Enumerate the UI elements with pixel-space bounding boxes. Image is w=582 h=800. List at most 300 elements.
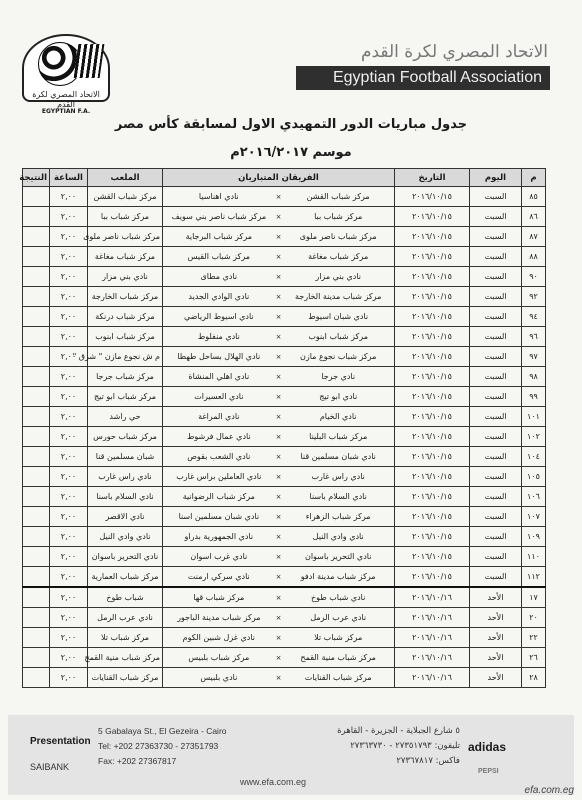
home-team: مركز شباب ابنوب [308, 332, 368, 341]
table-row [23, 207, 546, 227]
match-result [23, 387, 50, 407]
match-time: ٢,٠٠ [50, 407, 88, 427]
address-en [98, 724, 227, 769]
table-row [23, 648, 546, 668]
away-team: نادي غرب اسوان [190, 552, 248, 561]
versus-icon: × [275, 352, 282, 361]
match-result [23, 187, 50, 207]
away-team: مركز شباب بلبيس [188, 653, 250, 662]
table-row [23, 427, 546, 447]
tel-line-ar: تليفون: ٢٧٣٥١٧٩٣ - ٢٧٣٦٣٧٣٠ [350, 741, 460, 751]
match-result [23, 427, 50, 447]
match-date: ٢٠١٦/١٠/١٦ [395, 628, 470, 648]
match-time: ٢,٠٠ [50, 628, 88, 648]
match-venue: نادي وادي النيل [88, 527, 163, 547]
table-header-row [23, 169, 546, 187]
match-result [23, 327, 50, 347]
match-time: ٢,٠٠ [50, 567, 88, 588]
match-result [23, 567, 50, 588]
teams-cell [163, 487, 395, 507]
match-number: ٢٨ [522, 668, 546, 688]
versus-icon: × [275, 312, 282, 321]
match-result [23, 648, 50, 668]
col-header-result: النتيجة [23, 169, 50, 187]
home-team: مركز شباب القشن [306, 192, 370, 201]
versus-icon: × [275, 512, 282, 521]
table-row [23, 587, 546, 608]
match-time: ٢,٠٠ [50, 447, 88, 467]
match-time: ٢,٠٠ [50, 287, 88, 307]
home-team: مركز شباب القنايات [304, 673, 372, 682]
match-day: السبت [470, 447, 522, 467]
match-date: ٢٠١٦/١٠/١٥ [395, 247, 470, 267]
match-time: ٢,٠٠ [50, 387, 88, 407]
pepsi-logo: PEPSI [478, 768, 499, 775]
match-schedule-table [19, 168, 546, 688]
home-team: نادي راس غارب [311, 472, 365, 481]
address-ar [290, 724, 460, 769]
versus-icon: × [275, 572, 282, 581]
table-row [23, 387, 546, 407]
match-day: الأحد [470, 587, 522, 608]
match-time: ٢,٠٠ [50, 347, 88, 367]
match-number: ٩٤ [522, 307, 546, 327]
website-link[interactable]: www.efa.com.eg [240, 777, 307, 787]
home-team: مركز شباب تلا [314, 633, 363, 642]
match-date: ٢٠١٦/١٠/١٥ [395, 307, 470, 327]
match-result [23, 287, 50, 307]
match-result [23, 447, 50, 467]
match-date: ٢٠١٦/١٠/١٥ [395, 527, 470, 547]
teams-cell [163, 187, 395, 207]
away-team: نادي شبان مسلمين اسنا [178, 512, 260, 521]
page-title: جدول مباريات الدور التمهيدي الاول لمسابقة كأس مصر [114, 117, 468, 132]
away-team: نادي اهلي المنشاة [188, 372, 250, 381]
match-time: ٢,٠٠ [50, 467, 88, 487]
match-venue: مركز شباب تلا [88, 628, 163, 648]
versus-icon: × [275, 232, 282, 241]
match-venue: مركز شباب القشن [88, 187, 163, 207]
org-name-ar: الاتحاد المصري لكرة القدم [360, 42, 548, 62]
match-time: ٢,٠٠ [50, 648, 88, 668]
teams-cell [163, 567, 395, 588]
table-row [23, 628, 546, 648]
match-venue: نادي التحرير باسوان [88, 547, 163, 567]
teams-cell [163, 407, 395, 427]
home-team: مركز شباب ببا [314, 212, 363, 221]
table-row [23, 187, 546, 207]
match-date: ٢٠١٦/١٠/١٥ [395, 547, 470, 567]
tel-line: Tel: +202 27363730 - 27351793 [98, 741, 219, 751]
fax-line: Fax: +202 27367817 [98, 756, 177, 766]
home-team: مركز شباب مدينة ادفو [300, 572, 376, 581]
match-number: ١٠٩ [522, 527, 546, 547]
versus-icon: × [275, 252, 282, 261]
match-number: ٨٧ [522, 227, 546, 247]
versus-icon: × [275, 212, 282, 221]
match-day: السبت [470, 467, 522, 487]
match-time: ٢,٠٠ [50, 427, 88, 447]
match-venue: م ش نجوع مازن " شرق " [88, 347, 163, 367]
away-team: مركز شباب قها [193, 593, 245, 602]
table-row [23, 507, 546, 527]
versus-icon: × [275, 192, 282, 201]
versus-icon: × [275, 492, 282, 501]
table-row [23, 247, 546, 267]
match-venue: مركز شباب منية القمح [88, 648, 163, 668]
home-team: مركز شباب الزهراء [305, 512, 371, 521]
match-day: السبت [470, 367, 522, 387]
match-number: ٢٢ [522, 628, 546, 648]
match-number: ١٠٦ [522, 487, 546, 507]
match-time: ٢,٠٠ [50, 307, 88, 327]
match-number: ٢٦ [522, 648, 546, 668]
flag-icon [74, 44, 105, 78]
versus-icon: × [275, 412, 282, 421]
home-team: نادي عرب الرمل [310, 613, 367, 622]
match-number: ١٧ [522, 587, 546, 608]
match-day: السبت [470, 207, 522, 227]
versus-icon: × [275, 552, 282, 561]
versus-icon: × [275, 613, 282, 622]
address-line-ar: ٥ شارع الجبلاية - الجزيرة - القاهرة [337, 726, 460, 736]
teams-cell [163, 507, 395, 527]
match-day: السبت [470, 307, 522, 327]
match-venue: شباب طوخ [88, 587, 163, 608]
match-day: السبت [470, 327, 522, 347]
match-venue: مركز شباب ببا [88, 207, 163, 227]
teams-cell [163, 648, 395, 668]
teams-cell [163, 227, 395, 247]
away-team: نادي الجمهورية بدراو [184, 532, 254, 541]
match-venue: شبان مسلمين قنا [88, 447, 163, 467]
table-row [23, 227, 546, 247]
match-day: الأحد [470, 648, 522, 668]
col-header-day: اليوم [470, 169, 522, 187]
table-row [23, 467, 546, 487]
match-venue: مركز شباب ابنوب [88, 327, 163, 347]
away-team: مركز شباب مدينة الباجور [177, 613, 261, 622]
match-date: ٢٠١٦/١٠/١٦ [395, 608, 470, 628]
match-number: ٩٨ [522, 367, 546, 387]
match-day: السبت [470, 427, 522, 447]
versus-icon: × [275, 452, 282, 461]
table-row [23, 527, 546, 547]
col-header-teams: الفريقان المتباريان [163, 169, 395, 187]
match-result [23, 347, 50, 367]
match-number: ٩٩ [522, 387, 546, 407]
match-time: ٢,٠٠ [50, 507, 88, 527]
match-venue: مركز شباب جرجا [88, 367, 163, 387]
match-venue: حي راشد [88, 407, 163, 427]
versus-icon: × [275, 532, 282, 541]
address-line: 5 Gabalaya St., El Gezeira - Cairo [98, 726, 227, 736]
match-date: ٢٠١٦/١٠/١٥ [395, 347, 470, 367]
away-team: نادي المراغة [198, 412, 240, 421]
match-date: ٢٠١٦/١٠/١٥ [395, 407, 470, 427]
table-row [23, 668, 546, 688]
match-result [23, 587, 50, 608]
match-result [23, 507, 50, 527]
teams-cell [163, 327, 395, 347]
table-row [23, 487, 546, 507]
match-number: ٩٢ [522, 287, 546, 307]
away-team: نادي سركي ارمنت [187, 572, 250, 581]
match-venue: مركز شباب درنكة [88, 307, 163, 327]
table-row [23, 547, 546, 567]
home-team: نادي بني مزار [315, 272, 362, 281]
match-date: ٢٠١٦/١٠/١٥ [395, 427, 470, 447]
match-time: ٢,٠٠ [50, 527, 88, 547]
match-day: السبت [470, 487, 522, 507]
match-venue: نادي راس غارب [88, 467, 163, 487]
match-number: ١٠٤ [522, 447, 546, 467]
match-result [23, 207, 50, 227]
match-number: ٨٥ [522, 187, 546, 207]
fax-line-ar: فاكس: ٢٧٣٦٧٨١٧ [396, 756, 460, 766]
match-result [23, 307, 50, 327]
match-day: الأحد [470, 628, 522, 648]
match-day: السبت [470, 347, 522, 367]
versus-icon: × [275, 392, 282, 401]
home-team: نادي شبان مسلمين قنا [300, 452, 376, 461]
match-number: ٩٦ [522, 327, 546, 347]
match-date: ٢٠١٦/١٠/١٥ [395, 267, 470, 287]
match-date: ٢٠١٦/١٠/١٥ [395, 447, 470, 467]
match-day: الأحد [470, 668, 522, 688]
match-result [23, 628, 50, 648]
away-team: نادي الوادي الجديد [188, 292, 250, 301]
match-time: ٢,٠٠ [50, 187, 88, 207]
teams-cell [163, 347, 395, 367]
match-time: ٢,٠٠ [50, 668, 88, 688]
versus-icon: × [275, 653, 282, 662]
match-date: ٢٠١٦/١٠/١٥ [395, 287, 470, 307]
match-result [23, 267, 50, 287]
home-team: نادي شباب طوخ [311, 593, 366, 602]
home-team: نادي وادي النيل [312, 532, 364, 541]
match-time: ٢,٠٠ [50, 247, 88, 267]
versus-icon: × [275, 272, 282, 281]
away-team: نادي الشعب بقوص [187, 452, 251, 461]
match-day: السبت [470, 527, 522, 547]
match-day: السبت [470, 187, 522, 207]
match-date: ٢٠١٦/١٠/١٥ [395, 467, 470, 487]
match-date: ٢٠١٦/١٠/١٥ [395, 507, 470, 527]
match-result [23, 547, 50, 567]
match-venue: مركز شباب ابو تيج [88, 387, 163, 407]
match-number: ٩٠ [522, 267, 546, 287]
home-team: نادي جرجا [321, 372, 356, 381]
season-subtitle: موسم ٢٠١٦/٢٠١٧م [230, 145, 352, 160]
away-team: نادي العسيرات [194, 392, 244, 401]
match-time: ٢,٠٠ [50, 367, 88, 387]
versus-icon: × [275, 292, 282, 301]
home-team: مركز شباب مغاغة [308, 252, 369, 261]
match-day: السبت [470, 247, 522, 267]
home-team: مركز شباب منية القمح [300, 653, 376, 662]
versus-icon: × [275, 472, 282, 481]
home-team: مركز شباب ناصر ملوى [299, 232, 377, 241]
versus-icon: × [275, 633, 282, 642]
match-date: ٢٠١٦/١٠/١٥ [395, 187, 470, 207]
teams-cell [163, 527, 395, 547]
versus-icon: × [275, 673, 282, 682]
teams-cell [163, 608, 395, 628]
match-day: الأحد [470, 608, 522, 628]
teams-cell [163, 247, 395, 267]
adidas-logo: adidas [468, 740, 507, 754]
match-date: ٢٠١٦/١٠/١٥ [395, 487, 470, 507]
away-team: نادي عمال فرشوط [186, 432, 251, 441]
org-name-en: Egyptian Football Association [296, 66, 550, 90]
match-result [23, 608, 50, 628]
match-date: ٢٠١٦/١٠/١٦ [395, 668, 470, 688]
match-day: السبت [470, 547, 522, 567]
sponsor-presentation: Presentation [30, 736, 91, 747]
table-row [23, 327, 546, 347]
match-day: السبت [470, 567, 522, 588]
match-time: ٢,٠٠ [50, 327, 88, 347]
col-header-venue: الملعب [88, 169, 163, 187]
col-header-time: الساعة [50, 169, 88, 187]
match-number: ٨٨ [522, 247, 546, 267]
match-day: السبت [470, 287, 522, 307]
home-team: مركز شباب مدينة الخارجة [294, 292, 382, 301]
match-result [23, 487, 50, 507]
match-time: ٢,٠٠ [50, 587, 88, 608]
match-day: السبت [470, 387, 522, 407]
match-number: ١١٢ [522, 567, 546, 588]
table-row [23, 267, 546, 287]
home-team: نادي السلام باسنا [309, 492, 367, 501]
match-date: ٢٠١٦/١٠/١٥ [395, 207, 470, 227]
match-result [23, 527, 50, 547]
match-venue: نادي عرب الرمل [88, 608, 163, 628]
home-team: مركز شباب نجوع مازن [299, 352, 377, 361]
table-row [23, 447, 546, 467]
away-team: نادي مطاى [200, 272, 238, 281]
match-venue: نادي الاقصر [88, 507, 163, 527]
teams-cell [163, 287, 395, 307]
away-team: نادي العاملين براس غارب [176, 472, 262, 481]
match-number: ١٠٧ [522, 507, 546, 527]
table-row [23, 347, 546, 367]
col-header-date: التاريخ [395, 169, 470, 187]
match-venue: نادي بني مزار [88, 267, 163, 287]
match-time: ٢,٠٠ [50, 487, 88, 507]
teams-cell [163, 267, 395, 287]
match-date: ٢٠١٦/١٠/١٥ [395, 367, 470, 387]
teams-cell [163, 207, 395, 227]
versus-icon: × [275, 432, 282, 441]
away-team: نادي منفلوط [197, 332, 240, 341]
logo-text-en: EGYPTIAN F.A. [41, 108, 91, 115]
match-venue: نادي السلام باسنا [88, 487, 163, 507]
home-team: نادي الخيام [319, 412, 357, 421]
match-venue: مركز شباب حورس [88, 427, 163, 447]
match-date: ٢٠١٦/١٠/١٦ [395, 587, 470, 608]
match-number: ١٠١ [522, 407, 546, 427]
match-number: ٩٧ [522, 347, 546, 367]
home-team: نادي ابو تيج [319, 392, 358, 401]
match-time: ٢,٠٠ [50, 608, 88, 628]
match-venue: مركز شباب ناصر ملوى [88, 227, 163, 247]
table-row [23, 307, 546, 327]
teams-cell [163, 668, 395, 688]
match-time: ٢,٠٠ [50, 207, 88, 227]
match-date: ٢٠١٦/١٠/١٥ [395, 327, 470, 347]
match-number: ١١٠ [522, 547, 546, 567]
match-time: ٢,٠٠ [50, 547, 88, 567]
teams-cell [163, 547, 395, 567]
col-header-no: م [522, 169, 546, 187]
match-result [23, 407, 50, 427]
match-date: ٢٠١٦/١٠/١٦ [395, 648, 470, 668]
teams-cell [163, 587, 395, 608]
home-team: مركز شباب البلينا [309, 432, 368, 441]
match-time: ٢,٠٠ [50, 227, 88, 247]
match-venue: مركز شباب الخارجة [88, 287, 163, 307]
away-team: نادي الهلال بساحل طهطا [177, 352, 261, 361]
away-team: نادي بلبيس [200, 673, 238, 682]
match-number: ٨٦ [522, 207, 546, 227]
match-venue: مركز شباب القنايات [88, 668, 163, 688]
home-team: نادي التحرير باسوان [304, 552, 372, 561]
sponsor-saibank: SAIBANK [30, 762, 70, 772]
match-date: ٢٠١٦/١٠/١٥ [395, 567, 470, 588]
teams-cell [163, 467, 395, 487]
table-row [23, 608, 546, 628]
teams-cell [163, 387, 395, 407]
match-day: السبت [470, 267, 522, 287]
versus-icon: × [275, 332, 282, 341]
teams-cell [163, 427, 395, 447]
match-date: ٢٠١٦/١٠/١٥ [395, 387, 470, 407]
teams-cell [163, 447, 395, 467]
teams-cell [163, 307, 395, 327]
match-venue: مركز شباب مغاغة [88, 247, 163, 267]
away-team: نادي غزل شبين الكوم [182, 633, 255, 642]
match-venue: مركز شباب العمارية [88, 567, 163, 588]
versus-icon: × [275, 593, 282, 602]
match-number: ١٠٥ [522, 467, 546, 487]
match-number: ١٠٢ [522, 427, 546, 447]
logo-text-ar: الاتحاد المصري لكرة القدم [32, 90, 100, 109]
match-time: ٢,٠٠ [50, 267, 88, 287]
match-date: ٢٠١٦/١٠/١٥ [395, 227, 470, 247]
table-row [23, 287, 546, 307]
away-team: نادي اهناسيا [198, 192, 239, 201]
teams-cell [163, 628, 395, 648]
versus-icon: × [275, 372, 282, 381]
match-day: السبت [470, 507, 522, 527]
match-day: السبت [470, 407, 522, 427]
watermark: efa.com.eg [524, 785, 574, 796]
home-team: نادي شبان اسيوط [308, 312, 369, 321]
match-result [23, 668, 50, 688]
away-team: نادي اسيوط الرياضي [184, 312, 254, 321]
match-result [23, 247, 50, 267]
away-team: مركز شباب البرجاية [185, 232, 253, 241]
match-result [23, 367, 50, 387]
away-team: مركز شباب القيس [187, 252, 251, 261]
table-row [23, 367, 546, 387]
table-row [23, 407, 546, 427]
match-result [23, 467, 50, 487]
away-team: مركز شباب الرضوانية [182, 492, 255, 501]
table-row [23, 567, 546, 588]
